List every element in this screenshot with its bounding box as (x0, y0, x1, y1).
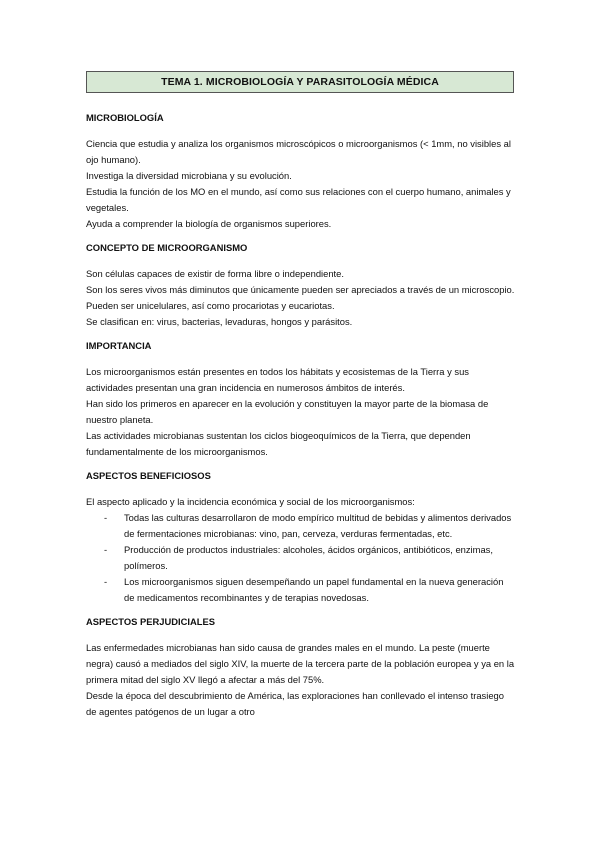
section-heading: ASPECTOS BENEFICIOSOS (86, 470, 211, 481)
section-importancia (86, 338, 516, 460)
paragraph: Investiga la diversidad microbiana y su evolución. (86, 170, 292, 181)
document-body (86, 110, 516, 728)
section-concepto (86, 240, 516, 330)
paragraph: Son los seres vivos más diminutos que únicamente pueden ser apreciados a través de un microscopio. (86, 284, 515, 295)
bullet-list (86, 510, 516, 606)
list-item (86, 542, 516, 574)
section-beneficiosos (86, 468, 516, 606)
section-heading: IMPORTANCIA (86, 340, 152, 351)
paragraph: Ciencia que estudia y analiza los organismos microscópicos o microorganismos (< 1mm, no visibles al ojo humano). (86, 138, 511, 165)
paragraph: Las enfermedades microbianas han sido causa de grandes males en el mundo. La peste (muerte negra) causó a mediados del siglo XIV, la muerte de la tercera parte de la población europea y ya en la primera mitad del siglo XV llegó a afectar a más del 75%. (86, 642, 515, 685)
section-heading: CONCEPTO DE MICROORGANISMO (86, 242, 248, 253)
section-microbiologia (86, 110, 516, 232)
list-item-text: Los microorganismos siguen desempeñando un papel fundamental en la nueva generación de medicamentos recombinantes y de terapias novedosas. (124, 576, 504, 603)
section-perjudiciales (86, 614, 516, 720)
bullet-dash: - (104, 512, 108, 523)
list-item (86, 510, 516, 542)
paragraph: Han sido los primeros en aparecer en la evolución y constituyen la mayor parte de la biomasa de nuestro planeta. (86, 398, 489, 425)
section-heading: ASPECTOS PERJUDICIALES (86, 616, 216, 627)
list-item (86, 574, 516, 606)
paragraph: Los microorganismos están presentes en todos los hábitats y ecosistemas de la Tierra y sus actividades presentan una gran incidencia en numerosos ámbitos de interés. (86, 366, 469, 393)
list-item-text: Producción de productos industriales: alcoholes, ácidos orgánicos, antibióticos, enzimas, polímeros. (124, 544, 493, 571)
paragraph: Ayuda a comprender la biología de organismos superiores. (86, 218, 332, 229)
paragraph: Se clasifican en: virus, bacterias, levaduras, hongos y parásitos. (86, 316, 353, 327)
paragraph: Pueden ser unicelulares, así como procariotas y eucariotas. (86, 300, 335, 311)
bullet-dash: - (104, 544, 108, 555)
paragraph: Las actividades microbianas sustentan los ciclos biogeoquímicos de la Tierra, que dependen fundamentalmente de los microorganismos. (86, 430, 471, 457)
page-title: TEMA 1. MICROBIOLOGÍA Y PARASITOLOGÍA MÉDICA (86, 71, 514, 93)
list-item-text: Todas las culturas desarrollaron de modo empírico multitud de bebidas y alimentos derivados de fermentaciones microbianas: vino, pan, cerveza, verduras fermentadas, etc. (124, 512, 512, 539)
paragraph: Son células capaces de existir de forma libre o independiente. (86, 268, 344, 279)
section-heading: MICROBIOLOGÍA (86, 112, 164, 123)
paragraph: Estudia la función de los MO en el mundo, así como sus relaciones con el cuerpo humano, animales y vegetales. (86, 186, 511, 213)
paragraph: Desde la época del descubrimiento de América, las exploraciones han conllevado el intenso trasiego de agentes patógenos de un lugar a otro (86, 690, 504, 717)
paragraph: El aspecto aplicado y la incidencia económica y social de los microorganismos: (86, 496, 415, 507)
bullet-dash: - (104, 576, 108, 587)
